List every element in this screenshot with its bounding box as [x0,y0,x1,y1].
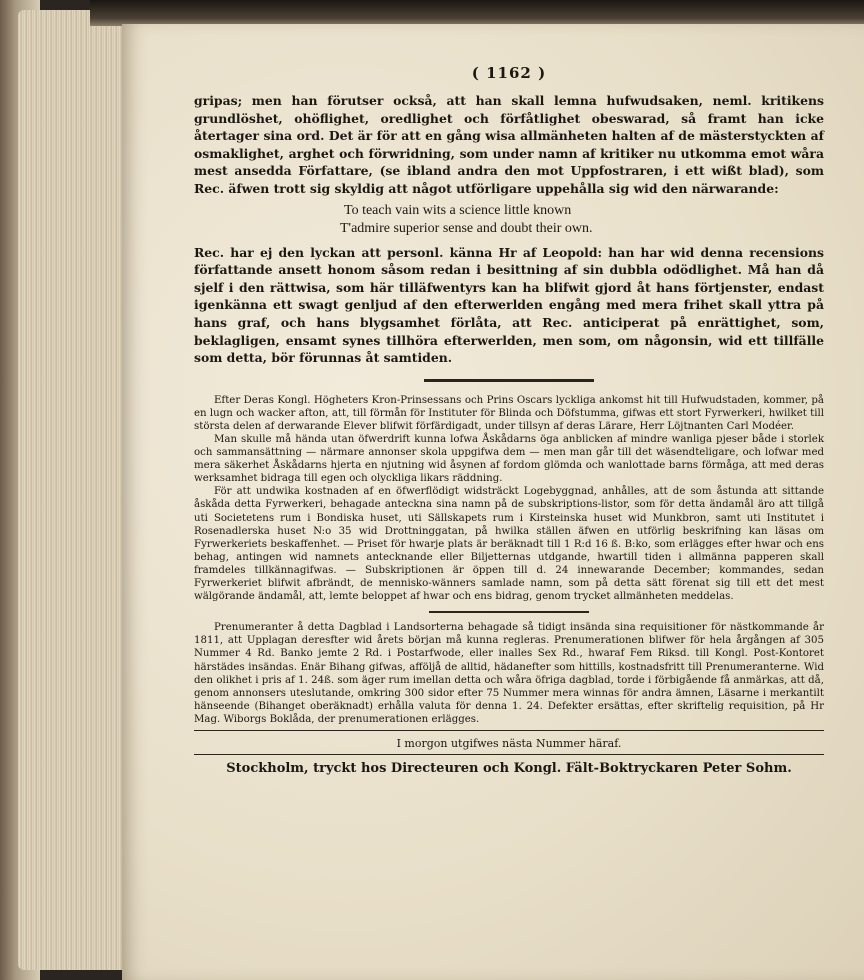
footer-note: I morgon utgifwes nästa Nummer häraf. [396,736,622,750]
quote-line-2: T'admire superior sense and doubt their own. [340,220,593,236]
book-page [122,24,864,980]
review-paragraph: gripas; men han förutser också, att han skall lemna hufwudsaken, neml. kritikens grundlöshet, ohöflighet, oredlighet och förfåtlighet obeswarad, så framt han icke återtager sina ord. Det är för att en gång wisa allmänheten halten af de mästerstyckten af osmaklighet, arghet och förwridning, som under namn af kritiker nu utkomma emot wåra mest ansedda Författare, (se ibland andra den mot Uppfostraren, i ett wißt blad), som Rec. äfwen trott sig skyldig att något utförligare uppehålla sig wid den närwarande: [194,93,824,196]
notice-paragraph: För att undwika kostnaden af en öfwerflödigt widsträckt Logebyggnad, anhålles, att de som åstunda att sittande åskåda detta Fyrwerkeri, behagade anteckna sina namn på de subskriptions-listor, som för detta ändamål äro att tillgå uti Societetens rum i Bondiska huset, uti Sällskapets rum i Kirsteinska huset wid Munkbron, samt uti Institutet i Rosenadlerska huset N:o 35 wid Drottninggatan, på hwilka ställen äfwen en utförlig beskrifning kan läsas om Fyrwerkeriets beskaffenhet. — Priset för hwarje plats är beräknadt till 1 R:d 16 ß. B:ko, som erlägges efter hwar och ens behag, antingen wid namnets antecknande eller Biljetternas utdgande, hwartill tiden i allmänna papperen skall framdeles tillkännagifwas. — Subskriptionen är öppen till d. 24 innewarande December; kommandes, sedan Fyrwerkeriet blifwit afbrändt, de mennisko-wänners samlade namn, som på detta sätt förenat sig till ett det mest wälgörande ändamål, att, lemte beloppet af hwar och ens bidrag, genom trycket allmänheten meddelas. [194,486,824,603]
notice-paragraph: Efter Deras Kongl. Högheters Kron-Prinsessans och Prins Oscars lyckliga ankomst hit till Hufwudstaden, kommer, på en lugn och wacker afton, att, till förmån för Instituter för Blinda och Döfstumma, gifwas ett stort Fyrwerkeri, hwilket till största delen af derwarande Elever blifwit förfärdigadt, under tillsyn af deras Lärare, Herr Löjtnanten Carl Modéer. [194,394,824,432]
footer-rule [194,730,824,731]
rec-paragraph: Rec. har ej den lyckan att personl. känna Hr af Leopold: han har wid denna recensions författande ansett honom såsom redan i besittning af sin dubbla odödlighet. Må han då sjelf i den rättwisa, som här tilläfwentyrs kan ha blifwit gjord åt hans förtjenster, endast igenkänna ett swagt genljud af den efterwerlden engång med mera frihet skall yttra på hans graf, och hans blygsamhet förlåta, att Rec. anticiperat på enrättighet, som, beklagligen, ensamt synes tillhöra efterwerlden, men som, om någonsin, wid ett tillfälle som detta, bör förunnas åt samtiden. [194,244,824,366]
notice-paragraph: Man skulle må hända utan öfwerdrift kunna lofwa Åskådarns öga anblicken af mindre wanliga pjeser både i storlek och sammansättning — närmare annonser skola uppgifwa dem — men man går till det wäsendteligare, och lofwar med mera säkerhet Åskådarns hjerta en njutning wid åsynen af fordom glömda och wanlottade barns förmåga, att med deras werksamhet bidraga till egen och olyckliga likars räddning. [194,434,824,485]
printer-imprint: Stockholm, tryckt hos Directeuren och Kongl. Fält-Boktryckaren Peter Sohm. [194,754,824,776]
page-stack [18,10,138,970]
page-number: ( 1162 ) [471,64,547,82]
section-divider [424,379,594,382]
page-content [194,64,824,776]
subscription-paragraph: Prenumeranter å detta Dagblad i Landsorterna behagade så tidigt insända sina requisitioner för nästkommande år 1811, att Upplagan deresfter wid årets början må kunna regleras. Prenumerationen blifwer för hela årgången af 305 Nummer 4 Rd. Banko jemte 2 Rd. i Postarfwode, eller inalles Sex Rd., hwaraf Fem Riksd. till Kongl. Post-Kontoret härstädes insändas. Enär Bihang gifwas, afföljå de alltid, hädanefter som hittills, kostnadsfritt till Prenumeranterne. Wid den olikhet i pris af 1. 24ß. som äger rum imellan detta och wåra öfriga dagblad, torde i förbigående få anmärkas, att då, genom annonsers uteslutande, omkring 300 sidor efter 75 Nummer mera winnas för andra ämnen, Läsarne i merkantilt hänseende (Bihanget oberäknadt) erhålla valuta för denna 1. 24. Defekter ersättas, efter skriftelig requisition, på Hr Mag. Wiborgs Boklåda, der prenumerationen erlägges. [194,622,824,725]
quote-line-1: To teach vain wits a science little known [344,202,572,218]
section-divider [429,611,589,613]
top-shadow [90,0,864,26]
english-quote [340,202,824,238]
